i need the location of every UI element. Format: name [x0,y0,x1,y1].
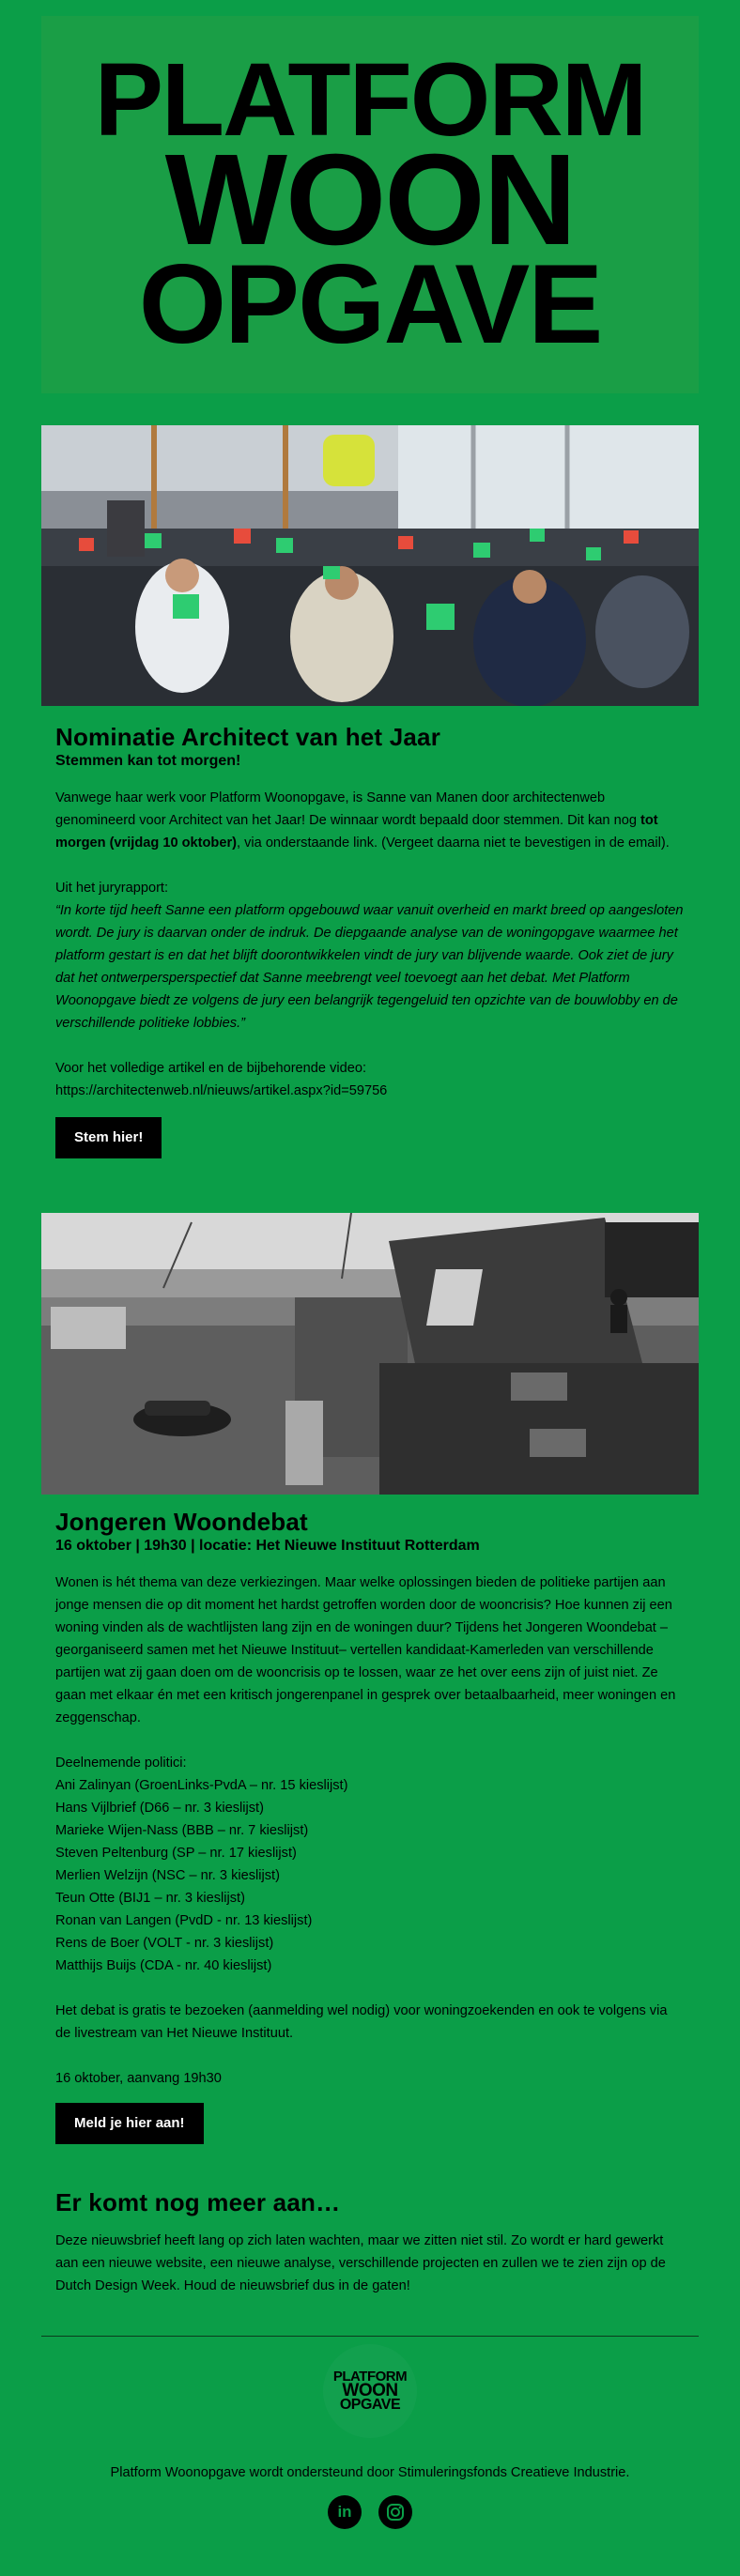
audience-voting-photo [41,425,699,706]
linkedin-icon[interactable] [328,2495,362,2529]
nominatie-text-a: Vanwege haar werk voor Platform Woonopgave, is Sanne van Manen door architectenweb genomineerd voor Architect van het Jaar! De winnaar wordt bepaald door stemmen. Dit kan nog [55,790,641,828]
audience-photo-illustration [41,425,699,706]
section-jongeren-woondebat [55,1508,685,2144]
jury-quote: “In korte tijd heeft Sanne een platform opgebouwd waar vanuit overheid en markt breed op aangesloten wordt. De jury is daarvan onder de indruk. De diepgaande analyse van de woningopgave waarmee het platform gestart is en dat het blijft doorontwikkelen vindt de jury van blijvende waarde. Ook ziet de jury dat het ontwerpersperspectief dat Sanne meebrengt veel toevoegt aan het debat. Met Platform Woonopgave biedt ze volgens de jury een belangrijk tegengeluid ten opzichte van de bouwlobby en de verschillende politieke lobbies.” [55,903,684,1031]
debat-info-paragraph: Het debat is gratis te bezoeken (aanmelding wel nodig) voor woningzoekenden en ook te volgens via de livestream van Het Nieuwe Instituut. [55,2003,668,2041]
politicians-list [55,1774,685,1977]
nominatie-text-bold: tot morgen (vrijdag 10 oktober) [55,813,658,851]
woondebat-paragraph: Wonen is hét thema van deze verkiezingen. Maar welke oplossingen bieden de politieke partijen aan jonge mensen die op dit moment het hardst getroffen worden door de wooncrisis? Hoe kunnen zij een woning vinden als de wachtlijsten lang zijn en de woningen duur? Tijdens het Jongeren Woondebat –georganiseerd samen met het Nieuwe Instituut– vertellen kandidaat-Kamerleden van verschillende partijen wat zij gaan doen om de wooncrisis op te lossen, waar ze het over eens zijn of juist niet. Ze gaan met elkaar én met een kritisch jongerenpanel in gesprek over betaalbaarheid, meer woningen en zeggenschap. [55,1575,676,1725]
instagram-glyph [386,2503,405,2522]
support-text: Platform Woonopgave wordt ondersteund door Stimuleringsfonds Creatieve Industrie. [110,2465,630,2480]
debat-date: 16 oktober, aanvang 19h30 [55,2071,222,2086]
politician-item: Ronan van Langen (PvdD - nr. 13 kieslijst) [55,1913,313,1928]
politician-item: Marieke Wijen-Nass (BBB – nr. 7 kieslijst) [55,1823,309,1838]
meld-aan-button[interactable]: Meld je hier aan! [55,2103,204,2144]
quote-intro: Uit het juryrapport: [55,881,169,896]
construction-photo-illustration [41,1213,699,1495]
section-subtitle-nominatie: Stemmen kan tot morgen! [55,753,241,769]
footer-logo-line3: OPGAVE [339,2397,401,2414]
politician-item: Hans Vijlbrief (D66 – nr. 3 kieslijst) [55,1801,264,1816]
platform-logo-header [41,16,699,393]
meer-aan-paragraph: Deze nieuwsbrief heeft lang op zich laten wachten, maar we zitten niet stil. Zo wordt er hard gewerkt aan een nieuwe website, een nieuwe analyse, verschillende projecten en zullen we te zien zijn op de Dutch Design Week. Houd de nieuwsbrief dus in de gaten! [55,2233,666,2293]
nominatie-text-b: , via onderstaande link. (Vergeet daarna niet te bevestigen in de email). [237,836,670,851]
section-subtitle-woondebat: 16 oktober | 19h30 | locatie: Het Nieuwe Instituut Rotterdam [55,1538,480,1554]
nominatie-paragraph [55,787,685,854]
politician-item: Merlien Welzijn (NSC – nr. 3 kieslijst) [55,1868,280,1883]
footer-divider [41,2336,699,2337]
construction-photo [41,1213,699,1495]
article-intro: Voor het volledige artikel en de bijbehorende video: [55,1061,367,1076]
logo-line-woon: WOON [164,128,576,273]
politicians-heading: Deelnemende politici: [55,1756,187,1771]
politician-item: Rens de Boer (VOLT - nr. 3 kieslijst) [55,1936,274,1951]
stem-hier-button[interactable]: Stem hier! [55,1117,162,1158]
logo-line-platform: PLATFORM [94,41,646,158]
logo-line-opgave: OPGAVE [138,241,602,368]
section-title-nominatie: Nominatie Architect van het Jaar [55,723,441,751]
politician-item: Matthijs Buijs (CDA - nr. 40 kieslijst) [55,1958,272,1973]
section-title-meer-aan: Er komt nog meer aan… [55,2188,341,2216]
politician-item: Steven Peltenburg (SP – nr. 17 kieslijst) [55,1846,297,1861]
politician-item: Ani Zalinyan (GroenLinks-PvdA – nr. 15 kieslijst) [55,1778,348,1793]
footer-logo-line1: PLATFORM [332,2368,408,2384]
politician-item: Teun Otte (BIJ1 – nr. 3 kieslijst) [55,1891,245,1906]
article-link[interactable]: https://architectenweb.nl/nieuws/artikel.aspx?id=59756 [55,1083,388,1098]
platform-logo-footer [323,2344,417,2438]
footer-logo-line2: WOON [342,2381,398,2400]
linkedin-glyph: in [337,2503,352,2521]
instagram-icon[interactable] [378,2495,412,2529]
section-nominatie [55,723,685,1158]
section-title-woondebat: Jongeren Woondebat [55,1508,308,1536]
section-meer-aan [55,2188,685,2297]
